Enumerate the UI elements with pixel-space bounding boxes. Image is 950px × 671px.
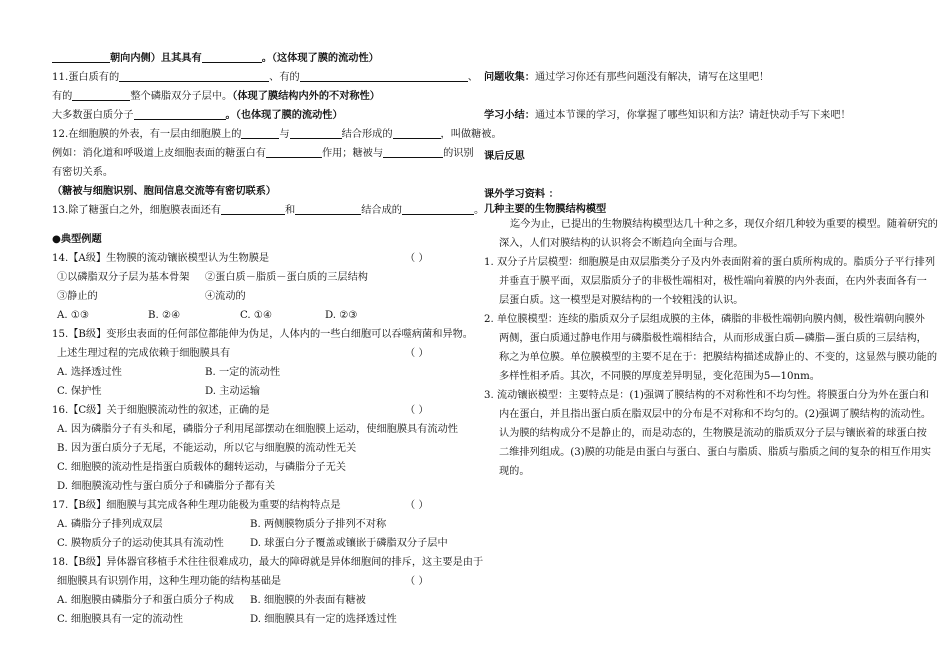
- q11-line2: 有的 整个磷脂双分子层中。（体现了膜结构内外的不对称性）: [52, 90, 380, 102]
- extra-material-title: 几种主要的生物膜结构模型: [484, 203, 607, 215]
- q15-stem: 15.【B级】变形虫表面的任何部位都能伸为伪足，人体内的一些白细胞可以吞噬病菌和异物。: [52, 329, 473, 340]
- q15-choice-c: C. 保护性: [57, 386, 102, 397]
- blank: [119, 71, 269, 82]
- model-3: 内在蛋白，并且指出蛋白质在脂双层中的分布是不对称和不均匀的。(2)强调了膜结构的流动性。: [499, 409, 932, 420]
- model-1: 1. 双分子片层模型：细胞膜是由双层脂类分子及内外表面附着的蛋白质所构成的。脂质分子平行排列: [484, 257, 936, 268]
- q15-choice-b: B. 一定的流动性: [205, 367, 281, 378]
- model-2: 称之为单位膜。单位膜模型的主要不足在于：把膜结构描述成静止的、不变的，这显然与膜功能的: [499, 352, 938, 363]
- q14-choice-d: D. ②③: [325, 310, 358, 321]
- blank: [266, 147, 322, 158]
- q14-option-3: ③静止的: [57, 291, 98, 302]
- model-1: 并垂直于膜平面，双层脂质分子的非极性端相对，极性端向着膜的内外表面，在内外表面各有一: [499, 276, 927, 287]
- q15-choice-a: A. 选择透过性: [57, 367, 122, 378]
- blank: [290, 128, 342, 139]
- q18-choice-c: C. 细胞膜具有一定的流动性: [57, 614, 183, 625]
- q14-option-2: ②蛋白质－脂质－蛋白质的三层结构: [205, 272, 368, 283]
- q14-choice-c: C. ①④: [240, 310, 273, 321]
- q16-choice-b: B. 因为蛋白质分子无尾，不能运动，所以它与细胞膜的流动性无关: [57, 443, 357, 454]
- blank: [202, 52, 262, 63]
- q17-choice-d: D. 球蛋白分子覆盖或镶嵌于磷脂双分子层中: [250, 538, 448, 549]
- model-2: 两侧，蛋白质通过静电作用与磷脂极性端相结合，从而形成蛋白质—磷脂—蛋白质的三层结构，: [499, 333, 927, 344]
- q17-choice-c: C. 膜物质分子的运动使其具有流动性: [57, 538, 224, 549]
- model-3: 二维排列组成。(3)膜的功能是由蛋白与蛋白、蛋白与脂质、脂质与脂质之间的复杂的相互作用实: [499, 447, 932, 458]
- q14-choice-a: A. ①③: [57, 310, 90, 321]
- q13-line: 13.除了糖蛋白之外，细胞膜表面还有 和 结合成的 。: [52, 205, 485, 216]
- q11-line1: 11.蛋白质有的 、有的 、: [52, 72, 478, 83]
- model-3: 现的。: [499, 466, 530, 477]
- q18-stem: 18.【B级】异体器官移植手术往往很难成功，最大的障碍就是异体细胞间的排斥，这主要是由于: [52, 557, 484, 568]
- answer-paren: （ ）: [405, 500, 429, 511]
- section-title: ●典型例题: [52, 234, 102, 245]
- extra-material-label: 课外学习资料 ：: [484, 188, 559, 200]
- blank: [72, 90, 130, 101]
- model-3: 3. 流动镶嵌模型：主要特点是：(1)强调了膜结构的不对称性和不均匀性。将膜蛋白分为外在蛋白和: [484, 390, 930, 401]
- q18-choice-d: D. 细胞膜具有一定的选择透过性: [250, 614, 397, 625]
- q14-choice-b: B. ②④: [148, 310, 181, 321]
- line-0: 朝向内侧）且其具有 。（这体现了膜的流动性）: [52, 52, 379, 65]
- q14-option-4: ④流动的: [205, 291, 246, 302]
- q15-stem-2: 上述生理过程的完成依赖于细胞膜具有: [57, 348, 231, 359]
- q15-choice-d: D. 主动运输: [205, 386, 261, 397]
- blank: [52, 52, 110, 63]
- model-2: 2. 单位膜模型：连续的脂质双分子层组成膜的主体，磷脂的非极性端朝向膜内侧，极性端朝向膜外: [484, 314, 925, 325]
- q12-note: （糖被与细胞识别、胞间信息交流等有密切联系）: [52, 185, 277, 197]
- after-class-reflection: 课后反思: [484, 150, 525, 162]
- blank: [300, 71, 468, 82]
- q16-choice-c: C. 细胞膜的流动性是指蛋白质载体的翻转运动，与磷脂分子无关: [57, 462, 346, 473]
- question-collection: 问题收集：通过学习你还有那些问题没有解决，请写在这里吧！: [484, 71, 770, 83]
- q14-stem: 14.【A级】生物膜的流动镶嵌模型认为生物膜是: [52, 253, 270, 264]
- q12-line1: 12.在细胞膜的外表，有一层由细胞膜上的 与 结合形成的 ，叫做糖被。: [52, 129, 502, 140]
- q16-stem: 16.【C级】关于细胞膜流动性的叙述，正确的是: [52, 405, 270, 416]
- blank: [134, 109, 226, 120]
- model-3: 认为膜的结构成分不是静止的，而是动态的，生物膜是流动的脂质双分子层与镶嵌着的球蛋白按: [499, 428, 927, 439]
- blank: [402, 204, 474, 215]
- q17-choice-a: A. 磷脂分子排列成双层: [57, 519, 163, 530]
- answer-paren: （ ）: [405, 253, 429, 264]
- learning-summary: 学习小结：通过本节课的学习，你掌握了哪些知识和方法？请赶快动手写下来吧！: [484, 109, 851, 121]
- model-2: 多样性相矛盾。其次，不同膜的厚度差异明显，变化范围为5—10nm。: [499, 371, 820, 382]
- q18-stem-2: 细胞膜具有识别作用，这种生理功能的结构基础是: [57, 576, 282, 587]
- blank: [393, 128, 441, 139]
- q16-choice-d: D. 细胞膜流动性与蛋白质分子和磷脂分子都有关: [57, 481, 276, 492]
- q12-line3: 有密切关系。: [52, 167, 114, 178]
- blank: [221, 204, 285, 215]
- answer-paren: （ ）: [405, 348, 429, 359]
- q18-choice-b: B. 细胞膜的外表面有糖被: [250, 595, 366, 606]
- intro-line: 迄今为止，已提出的生物膜结构模型达几十种之多，现仅介绍几种较为重要的模型。随着研究的: [510, 219, 938, 230]
- answer-paren: （ ）: [405, 405, 429, 416]
- q16-choice-a: A. 因为磷脂分子有头和尾，磷脂分子利用尾部摆动在细胞膜上运动，使细胞膜具有流动性: [57, 424, 458, 435]
- q17-stem: 17.【B级】细胞膜与其完成各种生理功能极为重要的结构特点是: [52, 500, 341, 511]
- q18-choice-a: A. 细胞膜由磷脂分子和蛋白质分子构成: [57, 595, 234, 606]
- q12-line2: 例如：消化道和呼吸道上皮细胞表面的糖蛋白有 作用；糖被与 的识别: [52, 148, 474, 159]
- blank: [295, 204, 361, 215]
- blank: [383, 147, 443, 158]
- q17-choice-b: B. 两侧膜物质分子排列不对称: [250, 519, 387, 530]
- answer-paren: （ ）: [405, 576, 429, 587]
- intro-line: 深入，人们对膜结构的认识将会不断趋向全面与合理。: [499, 238, 744, 249]
- model-1: 层蛋白质。这一模型是对膜结构的一个较粗浅的认识。: [499, 295, 744, 306]
- q11-line3: 大多数蛋白质分子 。（也体现了膜的流动性）: [52, 109, 343, 121]
- q14-option-1: ①以磷脂双分子层为基本骨架: [57, 272, 190, 283]
- blank: [241, 128, 279, 139]
